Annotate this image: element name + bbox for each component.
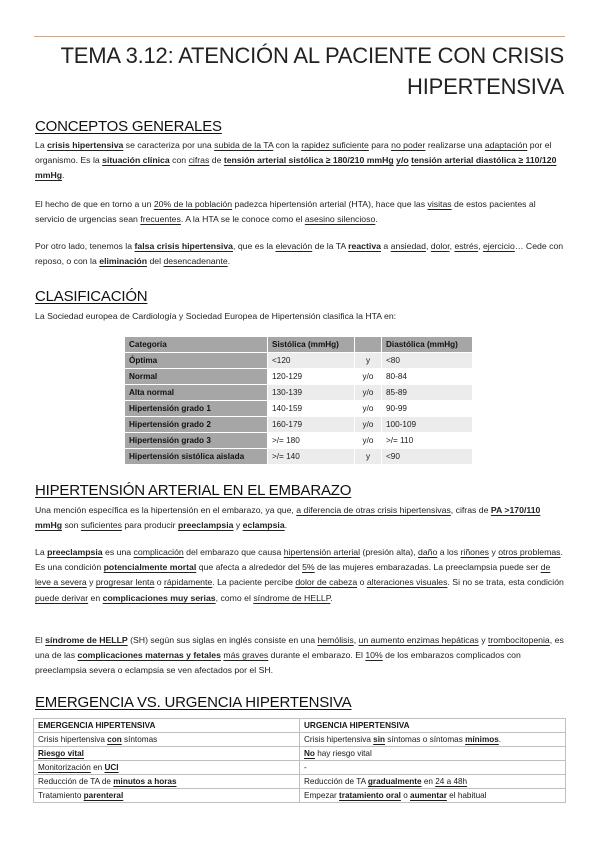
table-header-row (125, 337, 473, 353)
col-urgencia: URGENCIA HIPERTENSIVA (300, 719, 566, 733)
paragraph-preeclampsia: La preeclampsia es una complicación del embarazo que causa hipertensión arterial (presión alta), daño a los riñones y otros problemas. Es una condición potencialmente mortal que afecta a alrededor del 5% de las mujeres embarazadas. La preeclampsia puede ser de leve a severa y progresar lenta o rápidamente. La paciente percibe dolor de cabeza o alteraciones visuales. Si no se trata, esta condición puede derivar en complicaciones muy serias, como el síndrome de HELLP. (35, 547, 564, 603)
heading-conceptos: CONCEPTOS GENERALES (35, 118, 222, 135)
col-conj (355, 337, 382, 353)
table-row: Hipertensión grado 3 >/= 180 y/o >/= 110 (125, 433, 473, 449)
table-row: Normal 120-129 y/o 80-84 (125, 369, 473, 385)
paragraph-definicion: La crisis hipertensiva se caracteriza por una subida de la TA con la rapidez suficiente para no poder realizarse una adaptación por el organismo. Es la situación clínica con cifras de tensión arterial sistólica ≥ 180/210 mmHg y/o tensión arterial diastólica ≥ 110/120 mmHg. (35, 140, 557, 181)
col-sistolica: Sistólica (mmHg) (268, 337, 355, 353)
col-diastolica: Diastólica (mmHg) (382, 337, 473, 353)
table-header-row (34, 719, 566, 733)
table-row: Alta normal 130-139 y/o 85-89 (125, 385, 473, 401)
heading-emergencia-urgencia: EMERGENCIA VS. URGENCIA HIPERTENSIVA (35, 694, 352, 711)
heading-clasificacion: CLASIFICACIÓN (35, 288, 148, 305)
table-row: Hipertensión grado 1 140-159 y/o 90-99 (125, 401, 473, 417)
comparison-table (33, 718, 566, 803)
table-row: Crisis hipertensiva con síntomas Crisis hipertensiva sin síntomas o síntomas mínimos. (34, 733, 566, 747)
title-line-2: HIPERTENSIVA (407, 74, 564, 99)
table-row: Tratamiento parenteral Empezar tratamiento oral o aumentar el habitual (34, 789, 566, 803)
classification-table (124, 336, 473, 465)
table-row: Reducción de TA de minutos a horas Reducción de TA gradualmente en 24 a 48h (34, 775, 566, 789)
paragraph-prevalencia: El hecho de que en torno a un 20% de la población padezca hipertensión arterial (HTA), hace que las visitas de estos pacientes al servicio de urgencias sean frecuentes. A la HTA se le conoce como el asesino silencioso. (35, 199, 536, 225)
table-row: Hipertensión grado 2 160-179 y/o 100-109 (125, 417, 473, 433)
table-row: Hipertensión sistólica aislada >/= 140 y <90 (125, 449, 473, 465)
col-categoria: Categoría (125, 337, 268, 353)
col-emergencia: EMERGENCIA HIPERTENSIVA (34, 719, 300, 733)
paragraph-hellp: El síndrome de HELLP (SH) según sus siglas en inglés consiste en una hemólisis, un aumento enzimas hepáticas y trombocitopenia, es una de las complicaciones maternas y fetales más graves durante el embarazo. El 10% de los embarazos complicados con preeclampsia severa o eclampsia se ven afectados por el SH. (35, 635, 564, 676)
table-row: Monitorización en UCI - (34, 761, 566, 775)
table-row: Riesgo vital No hay riesgo vital (34, 747, 566, 761)
title-line-1: TEMA 3.12: ATENCIÓN AL PACIENTE CON CRISIS (60, 43, 564, 68)
paragraph-embarazo: Una mención específica es la hipertensión en el embarazo, ya que, a diferencia de otras crisis hipertensivas, cifras de PA >170/110 mmHg son suficientes para producir preeclampsia y eclampsia. (35, 505, 541, 531)
paragraph-falsa-crisis: Por otro lado, tenemos la falsa crisis hipertensiva, que es la elevación de la TA reactiva a ansiedad, dolor, estrés, ejercicio… Cede con reposo, o con la eliminación del desencadenante. (35, 241, 564, 267)
top-rule (34, 36, 565, 37)
clasificacion-intro: La Sociedad europea de Cardiología y Sociedad Europea de Hipertensión clasifica la HTA en: (35, 311, 397, 321)
page-title (24, 40, 564, 102)
table-row: Óptima <120 y <80 (125, 353, 473, 369)
heading-embarazo: HIPERTENSIÓN ARTERIAL EN EL EMBARAZO (35, 482, 352, 499)
